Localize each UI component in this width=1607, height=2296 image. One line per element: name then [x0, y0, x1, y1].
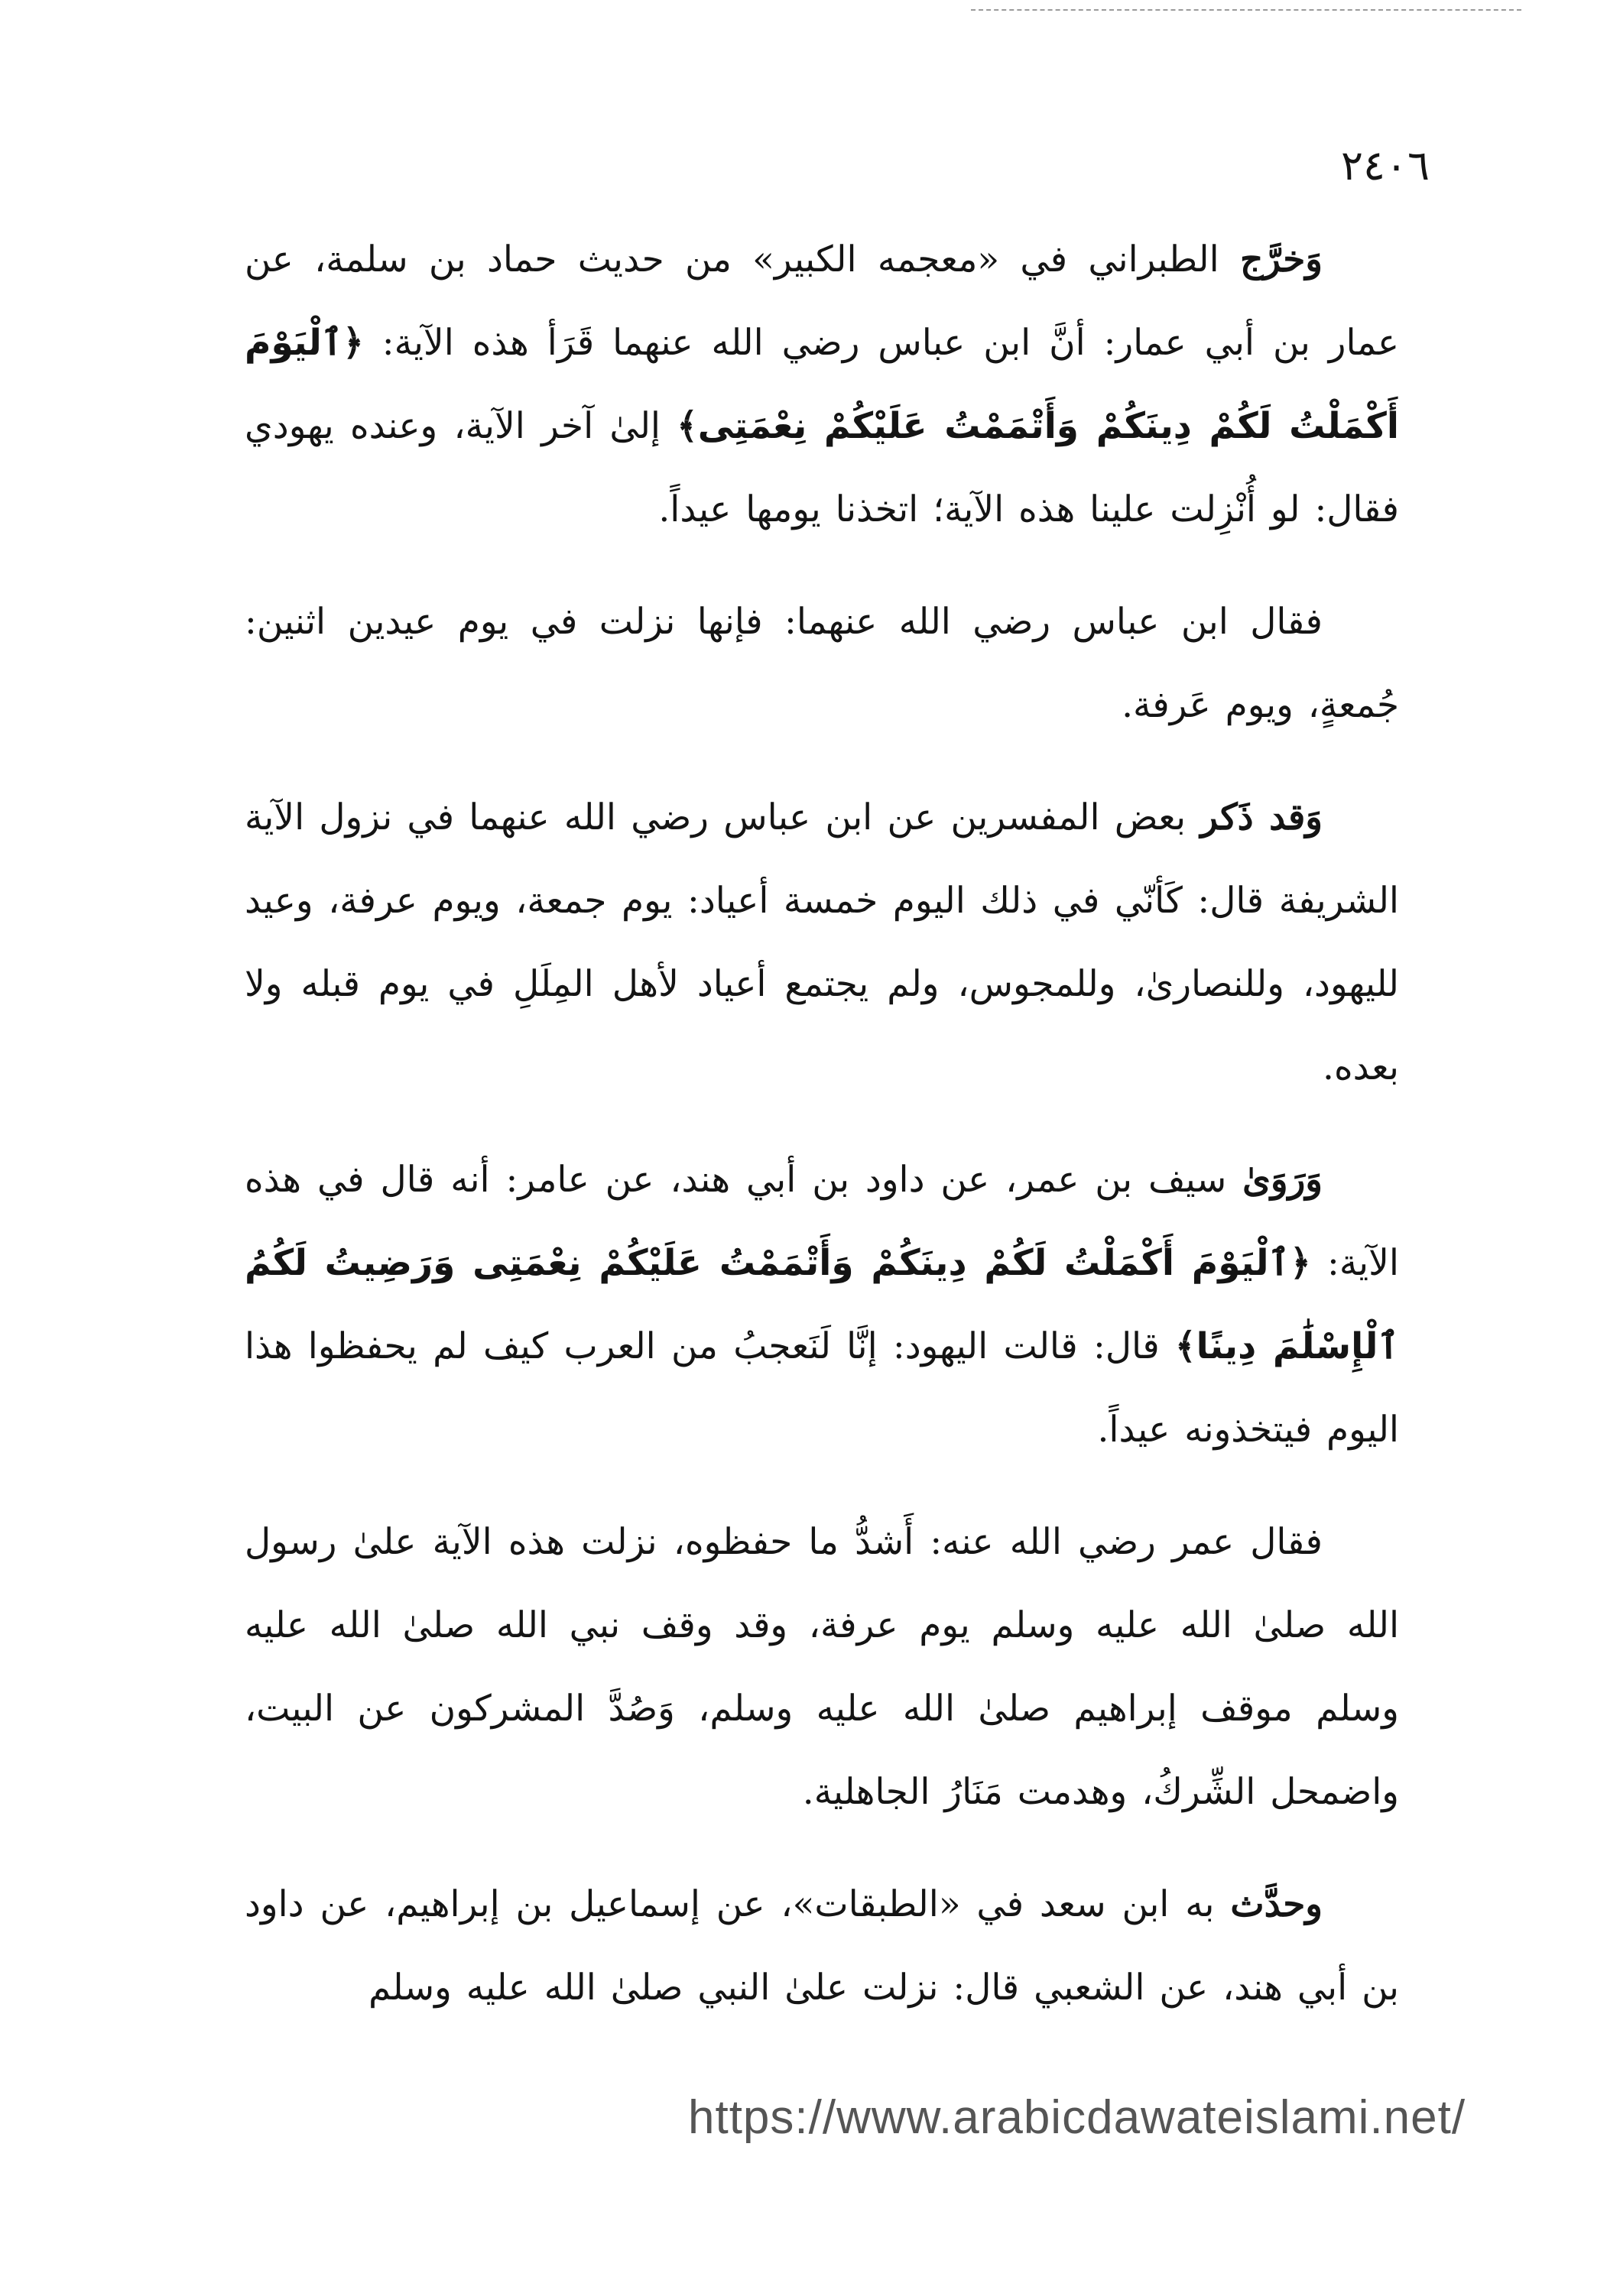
paragraph: [245, 1500, 1399, 1834]
paragraph: [245, 580, 1399, 747]
quran-verse: ﴿ٱلْيَوْمَ أَكْمَلْتُ لَكُمْ دِينَكُمْ وَأَتْمَمْتُ عَلَيْكُمْ نِعْمَتِى وَرَضِيتُ لَكُمُ ٱلْإِسْلَٰمَ دِينًا﴾: [245, 1242, 1399, 1367]
paragraph-text: الطبراني في «معجمه الكبير» من حديث حماد بن سلمة، عن عمار بن أبي عمار: أنَّ ابن عباس رضي الله عنهما قَرَأ هذه الآية:: [245, 238, 1399, 364]
quran-verse: ﴿ٱلْيَوْمَ أَكْمَلْتُ لَكُمْ دِينَكُمْ وَأَتْمَمْتُ عَلَيْكُمْ نِعْمَتِى﴾: [245, 322, 1399, 447]
paragraph-lead-word: وحدَّث: [1230, 1883, 1323, 1925]
page-number: ٢٤٠٦: [1340, 141, 1430, 190]
paragraph: [245, 776, 1399, 1109]
main-text: [245, 218, 1399, 2058]
paragraph-text: فقال ابن عباس رضي الله عنهما: فإنها نزلت في يوم عيدين اثنين: جُمعةٍ، ويوم عَرفة.: [245, 601, 1399, 726]
paragraph-text: سيف بن عمر، عن داود بن أبي هند، عن عامر: أنه قال في هذه الآية:: [245, 1159, 1399, 1284]
paragraph: [245, 1863, 1399, 2029]
paragraph-lead-word: وَخرَّج: [1239, 238, 1323, 281]
paragraph-text: به ابن سعد في «الطبقات»، عن إسماعيل بن إبراهيم، عن داود بن أبي هند، عن الشعبي قال: نزلت علىٰ النبي صلىٰ الله عليه وسلم: [245, 1883, 1399, 2009]
paragraph: [245, 218, 1399, 551]
paragraph-lead-word: وَقد ذَكر: [1200, 796, 1323, 838]
paragraph-text: بعض المفسرين عن ابن عباس رضي الله عنهما في نزول الآية الشريفة قال: كَأنّي في ذلك اليوم خمسة أعياد: يوم جمعة، ويوم عرفة، وعيد لليهود، وللنصارىٰ، وللمجوس، ولم يجتمع أعياد لأهل المِلَلِ في يوم قبله ولا بعده.: [245, 796, 1399, 1088]
scan-border-line: [971, 9, 1521, 11]
paragraph: [245, 1138, 1399, 1471]
paragraph-text: قال: قالت اليهود: إنَّا لَنَعجبُ من العرب كيف لم يحفظوا هذا اليوم فيتخذونه عيداً.: [245, 1325, 1399, 1451]
paragraph-lead-word: وَرَوَىٰ: [1242, 1159, 1323, 1201]
paragraph-text: فقال عمر رضي الله عنه: أَشدُّ ما حفظوه، نزلت هذه الآية علىٰ رسول الله صلىٰ الله عليه وسلم يوم عرفة، وقد وقف نبي الله صلىٰ الله عليه وسلم موقف إبراهيم صلىٰ الله عليه وسلم، وَصُدَّ المشركون عن البيت، واضمحل الشِّركُ، وهدمت مَنَارُ الجاهلية.: [245, 1521, 1399, 1813]
paragraph-text: إلىٰ آخر الآية، وعنده يهودي فقال: لو أُنْزِلت علينا هذه الآية؛ اتخذنا يومها عيداً.: [245, 405, 1399, 530]
source-url: https://www.arabicdawateislami.net/: [688, 2091, 1466, 2144]
